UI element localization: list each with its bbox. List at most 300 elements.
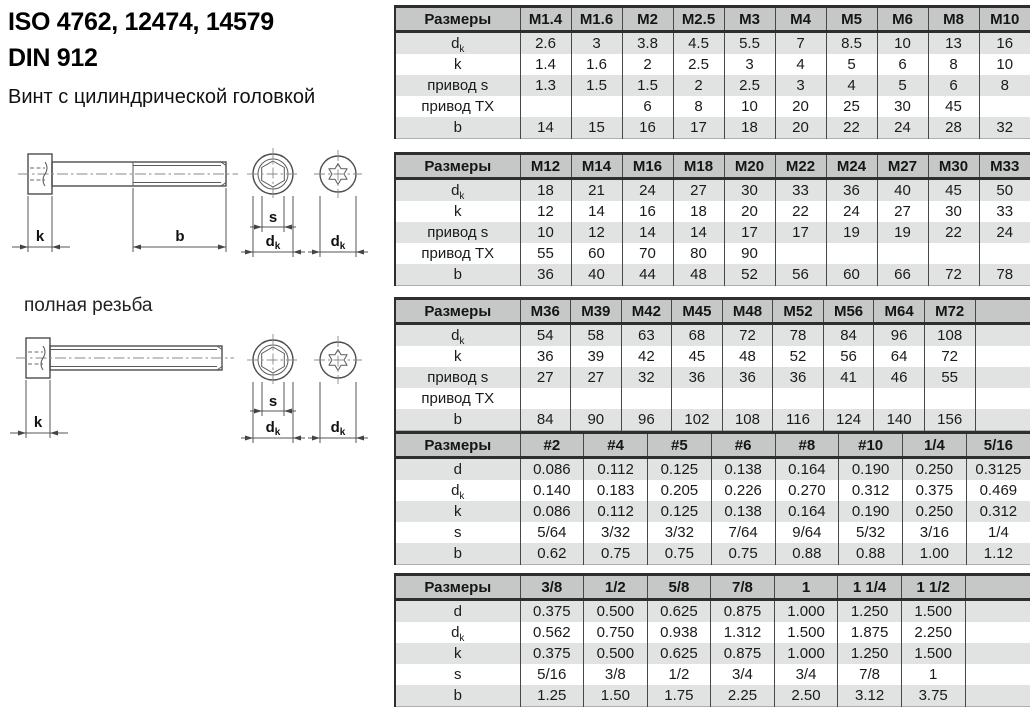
cell-value: 56 xyxy=(823,346,874,367)
cell-value: 2 xyxy=(673,75,724,96)
cell-value: 39 xyxy=(571,346,622,367)
cell-value: 5/64 xyxy=(520,522,584,543)
cell-value: 0.75 xyxy=(648,543,712,565)
cell-value: 0.88 xyxy=(775,543,839,565)
table-row xyxy=(395,117,1030,139)
cell-value xyxy=(979,96,1030,117)
end-view-torx-socket xyxy=(314,150,362,198)
cell-value xyxy=(520,96,571,117)
cell-value: 1 xyxy=(901,664,965,685)
column-header: M64 xyxy=(874,299,925,324)
cell-value: 12 xyxy=(520,201,571,222)
cell-value: 40 xyxy=(571,264,622,286)
cell-value: 45 xyxy=(672,346,723,367)
cell-value xyxy=(877,243,928,264)
cell-value: 27 xyxy=(673,179,724,202)
column-header: M2.5 xyxy=(673,7,724,32)
column-header: M14 xyxy=(571,154,622,179)
cell-value: 45 xyxy=(928,179,979,202)
cell-value: 108 xyxy=(924,324,975,347)
page-title-line1: ISO 4762, 12474, 14579 xyxy=(8,8,274,36)
table-corner-label: Размеры xyxy=(395,433,520,458)
dk-dimension-label: $d_k$ xyxy=(265,233,281,252)
column-header: M20 xyxy=(724,154,775,179)
row-label: b xyxy=(395,117,520,139)
cell-value: 1.12 xyxy=(966,543,1030,565)
column-header: M4 xyxy=(775,7,826,32)
cell-value: 0.112 xyxy=(584,458,648,481)
cell-value: 72 xyxy=(928,264,979,286)
cell-value: 3 xyxy=(775,75,826,96)
cell-value: 54 xyxy=(520,324,571,347)
cell-value: 17 xyxy=(775,222,826,243)
cell-value xyxy=(928,243,979,264)
table-row xyxy=(395,32,1030,55)
cell-value: 1.000 xyxy=(774,600,838,623)
table-row xyxy=(395,243,1030,264)
cell-value: 0.75 xyxy=(584,543,648,565)
cell-value: 60 xyxy=(571,243,622,264)
cell-value: 1.000 xyxy=(774,643,838,664)
cell-value: 3/32 xyxy=(584,522,648,543)
cell-value: 50 xyxy=(979,179,1030,202)
column-header: 1 1/4 xyxy=(838,575,902,600)
k-dimension-label: k xyxy=(33,414,43,431)
cell-value: 14 xyxy=(622,222,673,243)
cell-blank xyxy=(975,388,1030,409)
table-row xyxy=(395,685,1030,707)
cell-value: 18 xyxy=(520,179,571,202)
table-row xyxy=(395,622,1030,643)
spec-table-metric-m1_4-m10 xyxy=(394,5,1030,139)
column-header: M42 xyxy=(621,299,672,324)
cell-value: 1.50 xyxy=(584,685,648,707)
cell-value: 52 xyxy=(724,264,775,286)
cell-value: 1.5 xyxy=(622,75,673,96)
row-label: b xyxy=(395,264,520,286)
cell-value: 1.500 xyxy=(901,643,965,664)
cell-value: 5/16 xyxy=(520,664,584,685)
cell-value: 0.140 xyxy=(520,480,584,501)
column-header: M5 xyxy=(826,7,877,32)
cell-value: 27 xyxy=(520,367,571,388)
cell-blank xyxy=(975,409,1030,431)
cell-value: 0.250 xyxy=(903,458,967,481)
cell-value xyxy=(621,388,672,409)
table-row xyxy=(395,388,1030,409)
cell-value: 8 xyxy=(673,96,724,117)
cell-value: 1.6 xyxy=(571,54,622,75)
dimension-b xyxy=(133,188,226,252)
cell-blank xyxy=(975,346,1030,367)
cell-value: 3.8 xyxy=(622,32,673,55)
cell-value: 20 xyxy=(775,117,826,139)
cell-value: 56 xyxy=(775,264,826,286)
cell-value: 3/32 xyxy=(648,522,712,543)
cell-value: 36 xyxy=(773,367,824,388)
cell-value: 41 xyxy=(823,367,874,388)
row-label: привод s xyxy=(395,75,520,96)
cell-value: 0.164 xyxy=(775,458,839,481)
cell-value: 24 xyxy=(877,117,928,139)
column-header: M18 xyxy=(673,154,724,179)
cell-value: 1.25 xyxy=(520,685,584,707)
cell-blank xyxy=(965,643,1030,664)
cell-value: 0.750 xyxy=(584,622,648,643)
row-label: привод s xyxy=(395,222,520,243)
end-view-hex-socket xyxy=(247,148,299,200)
table-row xyxy=(395,264,1030,286)
cell-value xyxy=(571,96,622,117)
column-header: #6 xyxy=(711,433,775,458)
table-row xyxy=(395,543,1030,565)
cell-value xyxy=(874,388,925,409)
cell-value: 8.5 xyxy=(826,32,877,55)
cell-value: 68 xyxy=(672,324,723,347)
column-header: M30 xyxy=(928,154,979,179)
cell-value xyxy=(979,243,1030,264)
table-row xyxy=(395,346,1030,367)
cell-value: 0.469 xyxy=(966,480,1030,501)
cell-value: 30 xyxy=(877,96,928,117)
cell-value: 8 xyxy=(979,75,1030,96)
row-label: s xyxy=(395,664,520,685)
cell-value xyxy=(924,388,975,409)
cell-value: 33 xyxy=(979,201,1030,222)
row-label: k xyxy=(395,643,520,664)
cell-value: 17 xyxy=(673,117,724,139)
column-header: #10 xyxy=(839,433,903,458)
cell-value: 1.5 xyxy=(571,75,622,96)
column-header: 1/4 xyxy=(903,433,967,458)
cell-value: 64 xyxy=(874,346,925,367)
s-dimension-label: s xyxy=(268,393,278,410)
column-header: M1.4 xyxy=(520,7,571,32)
cell-value: 124 xyxy=(823,409,874,431)
cell-value: 58 xyxy=(571,324,622,347)
cell-value: 27 xyxy=(877,201,928,222)
cell-value: 0.375 xyxy=(520,643,584,664)
cell-value: 78 xyxy=(773,324,824,347)
cell-value: 40 xyxy=(877,179,928,202)
row-label: привод TX xyxy=(395,388,520,409)
full-thread-label: полная резьба xyxy=(24,295,153,316)
cell-value: 0.270 xyxy=(775,480,839,501)
column-header: M1.6 xyxy=(571,7,622,32)
cell-value: 22 xyxy=(775,201,826,222)
cell-value: 0.3125 xyxy=(966,458,1030,481)
cell-value: 72 xyxy=(722,324,773,347)
dimension-k xyxy=(10,380,68,438)
row-label: b xyxy=(395,409,520,431)
cell-value: 16 xyxy=(622,117,673,139)
cell-value: 0.125 xyxy=(648,501,712,522)
cell-value: 0.226 xyxy=(711,480,775,501)
cell-value: 72 xyxy=(924,346,975,367)
cell-value: 2 xyxy=(622,54,673,75)
table-row xyxy=(395,367,1030,388)
cell-value: 0.183 xyxy=(584,480,648,501)
table-row xyxy=(395,480,1030,501)
column-header: M45 xyxy=(672,299,723,324)
cell-value: 36 xyxy=(520,264,571,286)
cell-value: 17 xyxy=(724,222,775,243)
cell-value: 6 xyxy=(622,96,673,117)
column-header: 1/2 xyxy=(584,575,648,600)
column-header: 5/16 xyxy=(966,433,1030,458)
table-row xyxy=(395,75,1030,96)
page-title-line2: DIN 912 xyxy=(8,44,98,72)
end-view-hex-socket xyxy=(247,334,299,386)
row-label: b xyxy=(395,685,520,707)
cell-value: 0.375 xyxy=(903,480,967,501)
spec-table xyxy=(394,573,1030,707)
spec-table-metric-m36-m72 xyxy=(394,297,1030,431)
cell-blank xyxy=(975,324,1030,347)
row-label: $d_k$ xyxy=(395,179,520,202)
cell-value: 6 xyxy=(928,75,979,96)
row-label: k xyxy=(395,346,520,367)
cell-value: 45 xyxy=(928,96,979,117)
cell-value: 5 xyxy=(826,54,877,75)
cell-value: 1.312 xyxy=(711,622,775,643)
cell-value: 0.205 xyxy=(648,480,712,501)
cell-value: 0.500 xyxy=(584,600,648,623)
cell-value: 0.625 xyxy=(647,643,711,664)
b-dimension-label: b xyxy=(175,228,185,245)
cell-value: 96 xyxy=(621,409,672,431)
cell-value: 3 xyxy=(724,54,775,75)
column-header: M16 xyxy=(622,154,673,179)
cell-value: 1/2 xyxy=(647,664,711,685)
column-header: M12 xyxy=(520,154,571,179)
row-label: s xyxy=(395,522,520,543)
row-label: k xyxy=(395,54,520,75)
cell-value: 0.375 xyxy=(520,600,584,623)
cell-value: 0.875 xyxy=(711,643,775,664)
cell-value: 0.75 xyxy=(711,543,775,565)
cell-value: 16 xyxy=(979,32,1030,55)
cell-value xyxy=(826,243,877,264)
cell-value: 0.086 xyxy=(520,501,584,522)
cell-value: 5/32 xyxy=(839,522,903,543)
spec-table xyxy=(394,431,1030,565)
cell-value: 63 xyxy=(621,324,672,347)
cell-value: 60 xyxy=(826,264,877,286)
cell-value: 1.75 xyxy=(647,685,711,707)
cell-value: 4.5 xyxy=(673,32,724,55)
cell-value: 3 xyxy=(571,32,622,55)
column-header: M10 xyxy=(979,7,1030,32)
cell-value: 24 xyxy=(622,179,673,202)
column-header: M2 xyxy=(622,7,673,32)
cell-value: 0.875 xyxy=(711,600,775,623)
cell-value: 27 xyxy=(571,367,622,388)
cell-value: 96 xyxy=(874,324,925,347)
cell-value: 0.562 xyxy=(520,622,584,643)
row-label: d xyxy=(395,458,520,481)
table-row xyxy=(395,664,1030,685)
cell-value: 36 xyxy=(826,179,877,202)
cell-value: 3/8 xyxy=(584,664,648,685)
cell-value: 90 xyxy=(724,243,775,264)
column-header-blank xyxy=(965,575,1030,600)
table-row xyxy=(395,222,1030,243)
cell-value: 0.625 xyxy=(647,600,711,623)
drawing-full-thread-screw xyxy=(0,330,388,456)
cell-value: 0.190 xyxy=(839,501,903,522)
dimension-k xyxy=(12,196,70,252)
column-header: M33 xyxy=(979,154,1030,179)
cell-value: 7/8 xyxy=(838,664,902,685)
cell-value: 3/4 xyxy=(711,664,775,685)
cell-value: 2.25 xyxy=(711,685,775,707)
cell-value: 30 xyxy=(724,179,775,202)
table-corner-label: Размеры xyxy=(395,7,520,32)
cell-value: 33 xyxy=(775,179,826,202)
cell-value: 3/16 xyxy=(903,522,967,543)
cell-value: 10 xyxy=(979,54,1030,75)
cell-value: 20 xyxy=(724,201,775,222)
cell-value: 46 xyxy=(874,367,925,388)
row-label: k xyxy=(395,501,520,522)
row-label: k xyxy=(395,201,520,222)
column-header: M72 xyxy=(924,299,975,324)
cell-value: 2.6 xyxy=(520,32,571,55)
cell-value: 19 xyxy=(877,222,928,243)
spec-table-imperial-large xyxy=(394,573,1030,707)
table-corner-label: Размеры xyxy=(395,575,520,600)
cell-value: 3/4 xyxy=(774,664,838,685)
s-dimension-label: s xyxy=(268,209,278,226)
cell-value: 7/64 xyxy=(711,522,775,543)
cell-value: 30 xyxy=(928,201,979,222)
cell-blank xyxy=(975,367,1030,388)
row-label: привод TX xyxy=(395,96,520,117)
cell-value: 0.312 xyxy=(839,480,903,501)
side-view xyxy=(18,154,238,194)
cell-value: 1.500 xyxy=(774,622,838,643)
page-subtitle: Винт с цилиндрической головкой xyxy=(8,86,316,108)
spec-table xyxy=(394,152,1030,286)
cell-value: 42 xyxy=(621,346,672,367)
cell-value xyxy=(571,388,622,409)
cell-value: 3.75 xyxy=(901,685,965,707)
table-row xyxy=(395,458,1030,481)
cell-value: 24 xyxy=(979,222,1030,243)
cell-value: 12 xyxy=(571,222,622,243)
k-dimension-label: k xyxy=(35,228,45,245)
cell-value: 25 xyxy=(826,96,877,117)
cell-value: 24 xyxy=(826,201,877,222)
row-label: привод s xyxy=(395,367,520,388)
column-header: M56 xyxy=(823,299,874,324)
cell-value: 4 xyxy=(826,75,877,96)
column-header: M36 xyxy=(520,299,571,324)
spec-table-metric-m12-m33 xyxy=(394,152,1030,286)
cell-value xyxy=(823,388,874,409)
cell-value: 5.5 xyxy=(724,32,775,55)
cell-value: 108 xyxy=(722,409,773,431)
cell-value: 1.250 xyxy=(838,600,902,623)
cell-value: 19 xyxy=(826,222,877,243)
cell-value: 1.4 xyxy=(520,54,571,75)
column-header: M24 xyxy=(826,154,877,179)
cell-value: 0.086 xyxy=(520,458,584,481)
table-row xyxy=(395,409,1030,431)
cell-value: 18 xyxy=(673,201,724,222)
spec-table xyxy=(394,5,1030,139)
cell-value: 36 xyxy=(672,367,723,388)
cell-value: 1/4 xyxy=(966,522,1030,543)
column-header: M48 xyxy=(722,299,773,324)
cell-value: 15 xyxy=(571,117,622,139)
column-header: #5 xyxy=(648,433,712,458)
table-row xyxy=(395,179,1030,202)
cell-value: 0.112 xyxy=(584,501,648,522)
dk-dimension-label: $d_k$ xyxy=(265,419,281,438)
cell-value: 0.164 xyxy=(775,501,839,522)
cell-value: 0.138 xyxy=(711,501,775,522)
table-row xyxy=(395,600,1030,623)
cell-value: 55 xyxy=(520,243,571,264)
row-label: b xyxy=(395,543,520,565)
cell-value: 16 xyxy=(622,201,673,222)
column-header: M8 xyxy=(928,7,979,32)
cell-value: 2.5 xyxy=(673,54,724,75)
column-header: M27 xyxy=(877,154,928,179)
cell-value: 18 xyxy=(724,117,775,139)
dimension-dk-torx-view xyxy=(308,382,368,443)
cell-value: 66 xyxy=(877,264,928,286)
cell-value: 0.125 xyxy=(648,458,712,481)
cell-value: 2.50 xyxy=(774,685,838,707)
cell-value: 2.5 xyxy=(724,75,775,96)
table-row xyxy=(395,54,1030,75)
drawing-partial-thread-screw xyxy=(0,140,388,266)
cell-value xyxy=(520,388,571,409)
column-header: 5/8 xyxy=(647,575,711,600)
end-view-torx-socket xyxy=(314,336,362,384)
cell-value: 5 xyxy=(877,75,928,96)
cell-blank xyxy=(965,622,1030,643)
cell-value: 1.500 xyxy=(901,600,965,623)
cell-value: 14 xyxy=(571,201,622,222)
cell-value: 52 xyxy=(773,346,824,367)
cell-value: 10 xyxy=(877,32,928,55)
table-row xyxy=(395,501,1030,522)
table-row xyxy=(395,96,1030,117)
cell-value: 28 xyxy=(928,117,979,139)
cell-value: 156 xyxy=(924,409,975,431)
table-row xyxy=(395,522,1030,543)
cell-value: 8 xyxy=(928,54,979,75)
column-header: M52 xyxy=(773,299,824,324)
cell-value: 0.62 xyxy=(520,543,584,565)
column-header: 3/8 xyxy=(520,575,584,600)
cell-value: 48 xyxy=(722,346,773,367)
cell-value: 70 xyxy=(622,243,673,264)
row-label: $d_k$ xyxy=(395,32,520,55)
cell-value: 90 xyxy=(571,409,622,431)
spec-table xyxy=(394,297,1030,431)
cell-value: 140 xyxy=(874,409,925,431)
cell-value: 10 xyxy=(520,222,571,243)
cell-value: 0.938 xyxy=(647,622,711,643)
table-row xyxy=(395,324,1030,347)
row-label: $d_k$ xyxy=(395,622,520,643)
cell-blank xyxy=(965,664,1030,685)
